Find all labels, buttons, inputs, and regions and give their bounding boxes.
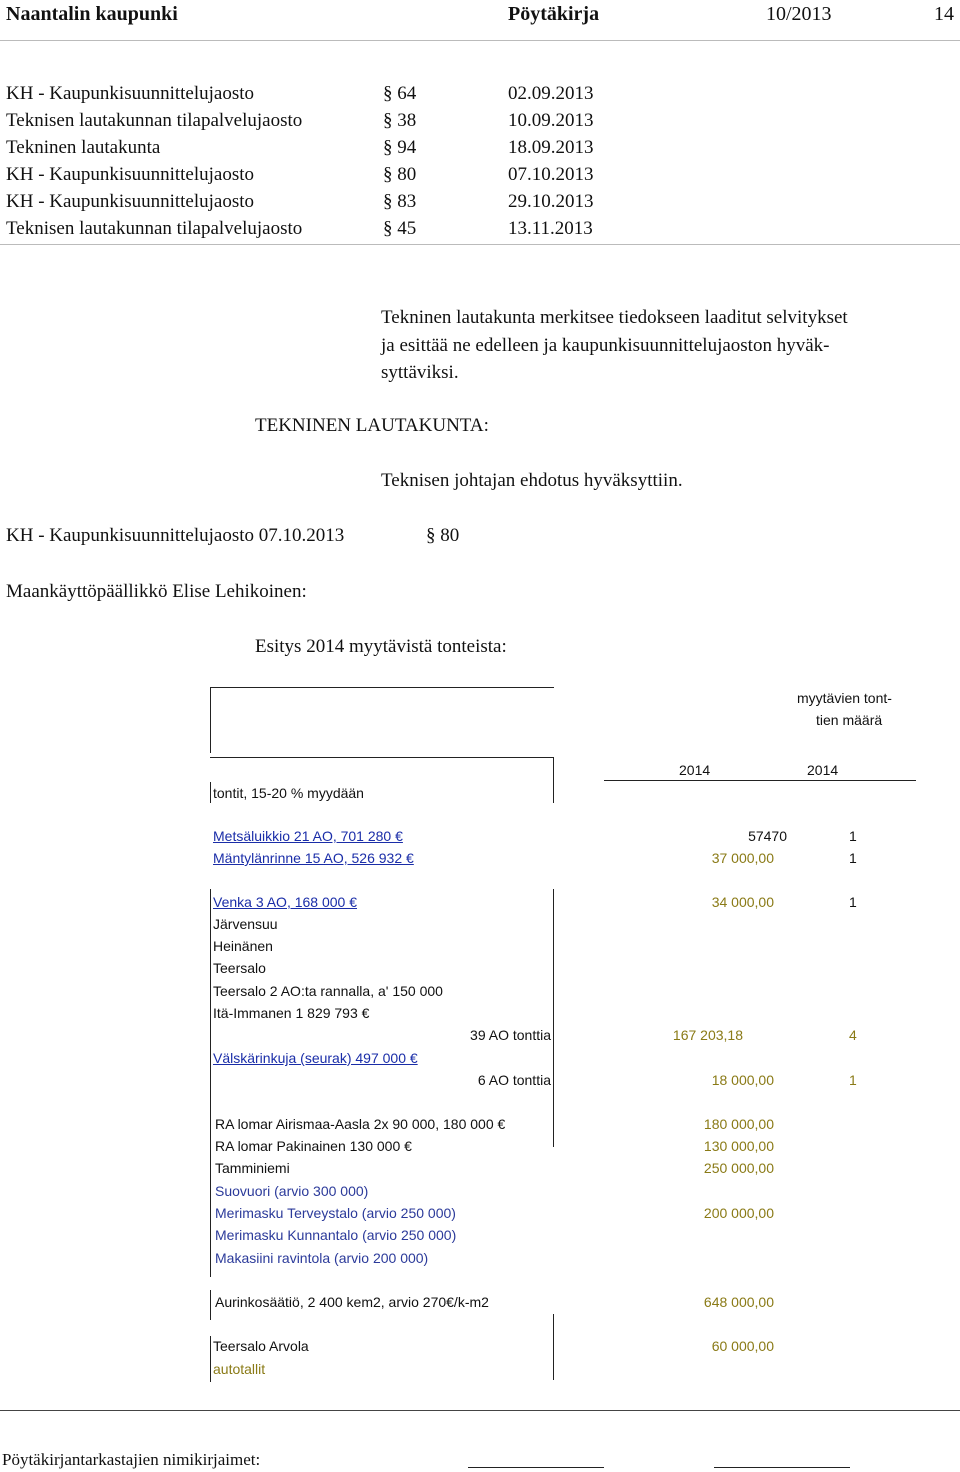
table-group-rule	[210, 1290, 211, 1320]
table-row-value: 37 000,00	[711, 850, 774, 866]
table-row-label: Välskärinkuja (seurak) 497 000 €	[213, 1050, 418, 1066]
table-row-count: 1	[849, 850, 857, 866]
history-section: § 83	[383, 191, 417, 212]
signatures-label: Pöytäkirjantarkastajien nimikirjaimet:	[2, 1450, 261, 1469]
count-column-header: myytävien tont-	[797, 690, 892, 706]
history-date: 10.09.2013	[508, 110, 594, 131]
history-section: § 45	[383, 218, 417, 239]
year-header: 2014	[679, 762, 711, 778]
table-label-col-rule	[553, 757, 554, 803]
history-body: Teknisen lautakunnan tilapalvelujaosto	[6, 218, 303, 239]
table-year-rule	[604, 780, 916, 781]
history-date: 13.11.2013	[508, 218, 593, 239]
table-row-count: 1	[849, 1072, 857, 1088]
table-row-value: 648 000,00	[703, 1294, 774, 1310]
table-row-label: Aurinkosäätiö, 2 400 kem2, arvio 270€/k-m2	[215, 1294, 489, 1310]
table-left-rule	[210, 687, 211, 753]
table-row-value: 200 000,00	[703, 1205, 774, 1221]
table-row-value: 60 000,00	[711, 1338, 774, 1354]
history-body: Teknisen lautakunnan tilapalvelujaosto	[6, 110, 303, 131]
proposal-text-line: syttäviksi.	[381, 362, 459, 383]
table-row-label: Teersalo	[213, 960, 266, 976]
header-divider	[0, 40, 960, 41]
proposal-title: Esitys 2014 myytävistä tonteista:	[255, 636, 507, 657]
kh-section: § 80	[426, 525, 460, 546]
table-row-value: 130 000,00	[703, 1138, 774, 1154]
table-row-label: autotallit	[213, 1361, 266, 1377]
history-section: § 94	[383, 137, 417, 158]
table-row-label: RA lomar Pakinainen 130 000 €	[215, 1138, 412, 1154]
decision-text: Teknisen johtajan ehdotus hyväksyttiin.	[381, 470, 683, 491]
history-body: KH - Kaupunkisuunnittelujaosto	[6, 164, 255, 185]
table-row-label: Metsäluikkio 21 AO, 701 280 €	[213, 828, 403, 844]
proposal-text-line: ja esittää ne edelleen ja kaupunkisuunnittelujaoston hyväk-	[381, 335, 830, 356]
table-row-count: 1	[849, 894, 857, 910]
table-row-label: Merimasku Terveystalo (arvio 250 000)	[215, 1205, 456, 1221]
table-row-value: 18 000,00	[711, 1072, 774, 1088]
signature-line[interactable]	[714, 1467, 850, 1468]
committee-heading: TEKNINEN LAUTAKUNTA:	[255, 415, 489, 436]
table-group-rule	[553, 1314, 554, 1380]
table-row-label: Mäntylänrinne 15 AO, 526 932 €	[213, 850, 414, 866]
table-group-rule	[553, 1117, 554, 1147]
table-row-value: 57470	[748, 828, 787, 844]
table-row-label: Venka 3 AO, 168 000 €	[213, 894, 358, 910]
table-group-rule	[210, 1336, 211, 1382]
table-row-value: 167 203,18	[672, 1027, 743, 1043]
history-body: KH - Kaupunkisuunnittelujaosto	[6, 83, 255, 104]
table-mid-rule	[210, 757, 554, 758]
table-row-label: Makasiini ravintola (arvio 200 000)	[215, 1250, 429, 1266]
history-section: § 38	[383, 110, 417, 131]
table-row-label: Suovuori (arvio 300 000)	[215, 1183, 369, 1199]
signature-line[interactable]	[468, 1467, 604, 1468]
table-row-count: 1	[849, 828, 857, 844]
kh-reference: KH - Kaupunkisuunnittelujaosto 07.10.2013	[6, 525, 345, 546]
table-group-rule	[210, 1117, 211, 1277]
page-number: 14	[934, 3, 954, 25]
row-label-header: tontit, 15-20 % myydään	[213, 785, 364, 801]
table-row-label: RA lomar Airismaa-Aasla 2x 90 000, 180 000 €	[215, 1116, 506, 1132]
count-column-header: tien määrä	[816, 712, 883, 728]
org-name: Naantalin kaupunki	[6, 3, 178, 25]
table-group-rule	[553, 889, 554, 1117]
table-row-label: 6 AO tonttia	[477, 1072, 551, 1088]
history-body: KH - Kaupunkisuunnittelujaosto	[6, 191, 255, 212]
presenter-line: Maankäyttöpäällikkö Elise Lehikoinen:	[6, 581, 307, 602]
doc-type: Pöytäkirja	[508, 3, 600, 25]
table-group-rule	[210, 889, 211, 1117]
table-row-label: Teersalo 2 AO:ta rannalla, a' 150 000	[213, 983, 443, 999]
table-row-label: Teersalo Arvola	[213, 1338, 309, 1354]
history-date: 29.10.2013	[508, 191, 594, 212]
table-row-value: 180 000,00	[703, 1116, 774, 1132]
year-header: 2014	[807, 762, 839, 778]
table-row-value: 250 000,00	[703, 1160, 774, 1176]
history-divider	[0, 244, 960, 245]
table-row-label: 39 AO tonttia	[470, 1027, 551, 1043]
table-row-value: 34 000,00	[711, 894, 774, 910]
table-row-label: Itä-Immanen 1 829 793 €	[213, 1005, 370, 1021]
table-row-count: 4	[849, 1027, 857, 1043]
table-top-rule	[210, 687, 554, 688]
table-row-label: Merimasku Kunnantalo (arvio 250 000)	[215, 1227, 457, 1243]
history-section: § 64	[383, 83, 417, 104]
history-section: § 80	[383, 164, 417, 185]
table-row-label: Järvensuu	[213, 916, 278, 932]
doc-number: 10/2013	[766, 3, 832, 25]
table-row-label: Heinänen	[213, 938, 273, 954]
history-body: Tekninen lautakunta	[6, 137, 161, 158]
history-date: 02.09.2013	[508, 83, 594, 104]
table-row-label: Tamminiemi	[215, 1160, 290, 1176]
table-left-rule-lower	[210, 782, 211, 803]
history-date: 07.10.2013	[508, 164, 594, 185]
proposal-text-line: Tekninen lautakunta merkitsee tiedokseen laaditut selvitykset	[381, 307, 848, 328]
history-date: 18.09.2013	[508, 137, 594, 158]
footer-divider	[0, 1410, 960, 1411]
